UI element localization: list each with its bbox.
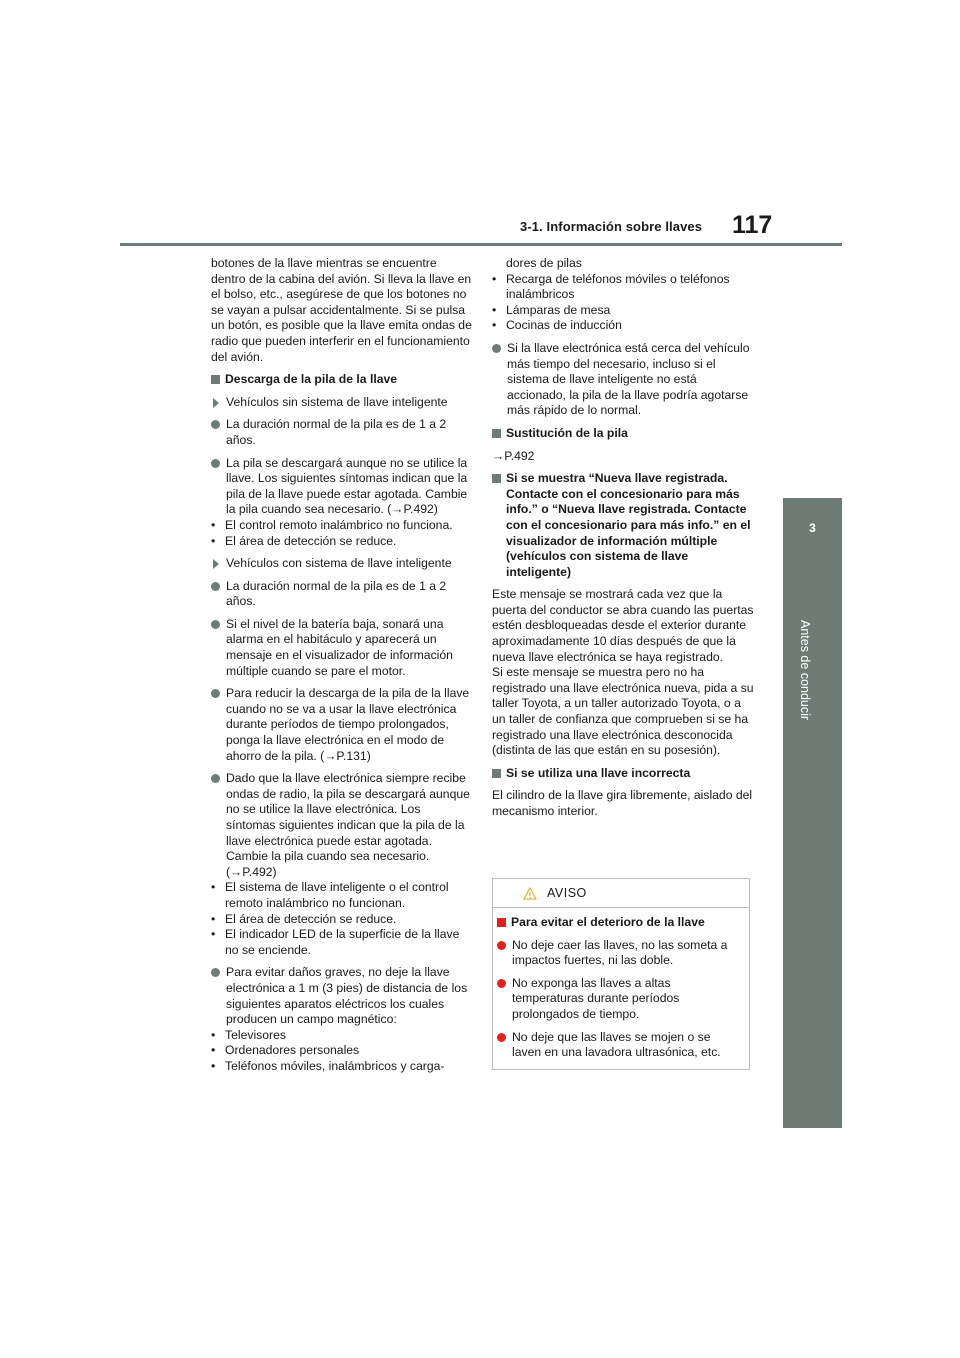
list-item: • Recarga de teléfonos móviles o teléfonos inalámbricos bbox=[492, 271, 730, 302]
list-item: No exponga las llaves a altas temperaturas durante períodos prolongados de tiempo. bbox=[497, 976, 741, 1023]
list-item: • Cocinas de inducción bbox=[492, 318, 622, 333]
list-item: No deje que las llaves se mojen o se laven en una lavadora ultrasónica, etc. bbox=[497, 1030, 741, 1061]
appliance-list-continued bbox=[492, 272, 754, 334]
subsection-title: Vehículos con sistema de llave inteligente bbox=[226, 556, 452, 571]
appliance-list bbox=[211, 1028, 473, 1075]
section-title: Si se utiliza una llave incorrecta bbox=[506, 765, 691, 780]
notice-label: AVISO bbox=[547, 886, 587, 900]
symptom-list bbox=[211, 880, 473, 958]
section-title: Sustitución de la pila bbox=[506, 425, 628, 440]
chapter-side-label: Antes de conducir bbox=[798, 620, 812, 721]
circle-bullet-icon bbox=[211, 689, 220, 698]
subsection-heading bbox=[211, 395, 473, 411]
list-item: • Lámparas de mesa bbox=[492, 302, 611, 317]
circle-bullet-icon bbox=[211, 774, 220, 783]
section-heading bbox=[492, 426, 754, 442]
page-reference: →P.492 bbox=[492, 448, 535, 463]
section-header-title: 3-1. Información sobre llaves bbox=[520, 219, 703, 234]
circle-bullet-icon bbox=[211, 420, 220, 429]
circle-bullet-icon bbox=[211, 968, 220, 977]
circle-bullet-icon bbox=[211, 582, 220, 591]
list-item: Si el nivel de la batería baja, sonará una alarma en el habitáculo y aparecerá un mensaje en el visualizador de información múltiple cuando se pare el motor. bbox=[211, 617, 473, 679]
triangle-bullet-icon bbox=[213, 398, 219, 408]
list-item: Para evitar daños graves, no deje la llave electrónica a 1 m (3 pies) de distancia de los siguientes aparatos eléctricos los cuales producen un campo magnético: bbox=[211, 965, 473, 1027]
page-number: 117 bbox=[732, 211, 773, 239]
list-item: • Ordenadores personales bbox=[211, 1043, 360, 1058]
square-bullet-icon bbox=[492, 769, 501, 778]
section-title: Si se muestra “Nueva llave registrada. Contacte con el concesionario para más info.” o “Nueva llave registrada. Contacte con el concesionario para más info.” en el visualizador de información múltiple (vehículos con sistema de llave inteligente) bbox=[506, 471, 751, 579]
section-heading bbox=[492, 766, 754, 782]
circle-bullet-icon bbox=[211, 459, 220, 468]
list-item: La pila se descargará aunque no se utilice la llave. Los siguientes síntomas indican que la pila de la llave puede estar agotada. Cambie la pila cuando sea necesario. (→P.492) bbox=[211, 456, 473, 518]
intro-paragraph: botones de la llave mientras se encuentre dentro de la cabina del avión. Si lleva la llave en el bolso, etc., asegúrese de que los botones no se vayan a pulsar accidentalmente. Si se pulsa un botón, es posible que la llave emita ondas de radio que pueden interferir en el funcionamiento del avión. bbox=[211, 256, 472, 364]
list-item: • El indicador LED de la superficie de la llave no se enciende. bbox=[211, 927, 460, 957]
square-bullet-icon bbox=[492, 474, 501, 483]
list-item: • El área de detección se reduce. bbox=[211, 911, 397, 926]
chapter-side-band bbox=[783, 558, 842, 1128]
notice-box bbox=[492, 878, 750, 1070]
body-paragraph: El cilindro de la llave gira libremente, aislado del mecanismo interior. bbox=[492, 788, 753, 818]
section-heading bbox=[492, 471, 754, 580]
circle-bullet-icon bbox=[497, 979, 506, 988]
square-bullet-icon bbox=[211, 375, 220, 384]
notice-body bbox=[493, 908, 749, 1061]
triangle-bullet-icon bbox=[213, 559, 219, 569]
circle-bullet-icon bbox=[497, 1033, 506, 1042]
body-paragraph: Si este mensaje se muestra pero no ha registrado una llave electrónica nueva, pida a su taller Toyota, a un taller autorizado Toyota, o a un taller de confianza que comprueben si se ha registrado una llave electrónica desconocida (distinta de las que están en su posesión). bbox=[492, 665, 754, 758]
notice-title: Para evitar el deterioro de la llave bbox=[511, 915, 705, 929]
notice-header bbox=[493, 879, 749, 908]
header-divider bbox=[120, 243, 842, 246]
list-item: Dado que la llave electrónica siempre recibe ondas de radio, la pila se descargará aunque no se utilice la llave electrónica. Los síntomas siguientes indican que la pila de la llave electrónica puede estar agotada. Cambie la pila cuando sea necesario. (→P.492) bbox=[211, 771, 473, 880]
list-item: • El área de detección se reduce. bbox=[211, 533, 397, 548]
section-heading bbox=[497, 915, 741, 931]
chapter-tab-number: 3 bbox=[783, 498, 842, 558]
list-item: Si la llave electrónica está cerca del vehículo más tiempo del necesario, incluso si el sistema de llave inteligente no está accionado, la pila de la llave podría agotarse más rápido de lo normal. bbox=[492, 341, 754, 419]
left-column bbox=[211, 256, 473, 1075]
list-item: No deje caer las llaves, no las someta a impactos fuertes, ni las doble. bbox=[497, 938, 741, 969]
symptom-list bbox=[211, 518, 473, 549]
subsection-title: Vehículos sin sistema de llave inteligente bbox=[226, 394, 448, 409]
square-bullet-icon bbox=[492, 429, 501, 438]
list-item: • Teléfonos móviles, inalámbricos y carga- bbox=[211, 1058, 445, 1073]
square-bullet-icon bbox=[497, 918, 506, 927]
list-item: • El sistema de llave inteligente o el control remoto inalámbrico no funcionan. bbox=[211, 880, 449, 910]
section-heading bbox=[211, 372, 473, 388]
list-item: La duración normal de la pila es de 1 a 2 años. bbox=[211, 417, 473, 448]
warning-icon bbox=[523, 887, 537, 900]
body-paragraph: Este mensaje se mostrará cada vez que la puerta del conductor se abra cuando las puertas estén desbloqueadas desde el exterior durante aproximadamente 10 días después de que la nueva llave electrónica se haya registrado. bbox=[492, 587, 754, 664]
circle-bullet-icon bbox=[492, 344, 501, 353]
list-item: • El control remoto inalámbrico no funciona. bbox=[211, 517, 453, 532]
circle-bullet-icon bbox=[211, 620, 220, 629]
circle-bullet-icon bbox=[497, 941, 506, 950]
section-title: Descarga de la pila de la llave bbox=[225, 372, 398, 387]
list-item: Para reducir la descarga de la pila de la llave cuando no se va a usar la llave electrónica durante períodos de tiempo prolongados, ponga la llave electrónica en el modo de ahorro de la pila. (→P.131) bbox=[211, 686, 473, 764]
right-column bbox=[492, 256, 754, 827]
continued-text: dores de pilas bbox=[506, 256, 582, 270]
list-item: La duración normal de la pila es de 1 a 2 años. bbox=[211, 579, 473, 610]
list-item: • Televisores bbox=[211, 1027, 286, 1042]
subsection-heading bbox=[211, 556, 473, 572]
